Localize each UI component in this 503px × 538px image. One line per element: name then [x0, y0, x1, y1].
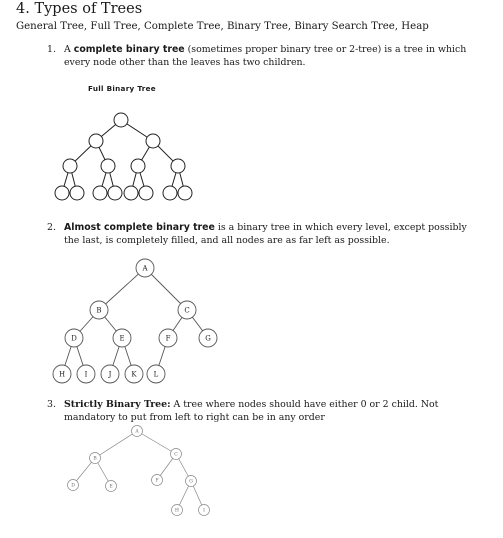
list-item-3	[47, 399, 468, 424]
tree-node	[131, 159, 145, 173]
tree-node	[93, 186, 107, 200]
item-description: (sometimes proper binary tree or 2-tree) is a tree in which every node other than the leaves has two children.	[64, 44, 467, 68]
item-term: complete binary tree	[73, 44, 185, 55]
tree-node-label: F	[165, 334, 171, 343]
item-number: 1.	[47, 44, 56, 55]
tree-node-label: L	[153, 370, 159, 379]
item-term: Almost complete binary tree	[64, 222, 215, 233]
tree-node	[101, 159, 115, 173]
tree-node-label: D	[71, 334, 77, 343]
tree-node	[163, 186, 177, 200]
tree-node	[178, 186, 192, 200]
tree-node	[63, 159, 77, 173]
tree-node-label: K	[131, 370, 137, 379]
tree-node	[124, 186, 138, 200]
tree-node	[55, 186, 69, 200]
tree-node	[171, 159, 185, 173]
tree-node-label: J	[108, 370, 112, 379]
tree-node-label: B	[93, 456, 97, 462]
tree-node-label: G	[205, 334, 211, 343]
tree-node	[139, 186, 153, 200]
tree-node-label: H	[175, 508, 179, 514]
item-lead: A	[64, 44, 74, 55]
tree-types-list: General Tree, Full Tree, Complete Tree, Binary Tree, Binary Search Tree, Heap	[16, 21, 429, 32]
tree-node	[146, 134, 160, 148]
tree-node-label: I	[203, 508, 205, 514]
tree-node-label: G	[189, 479, 193, 485]
tree-node	[114, 113, 128, 127]
item-description: A tree where nodes should have either 0 or 2 child. Not mandatory to put from left to right can be in any order	[64, 399, 439, 423]
tree-node-label: D	[71, 483, 75, 489]
tree-node-label: F	[155, 478, 159, 484]
item-number: 2.	[47, 222, 56, 233]
tree-node-label: I	[84, 370, 88, 379]
tree-node-label: E	[109, 484, 113, 490]
tree-node	[108, 186, 122, 200]
figure-caption: Full Binary Tree	[88, 84, 156, 93]
tree-node-label: C	[174, 452, 178, 458]
tree-edge	[95, 431, 137, 458]
tree-node-label: A	[142, 264, 148, 273]
item-number: 3.	[47, 399, 56, 410]
tree-node-label: B	[96, 306, 102, 315]
tree-node	[89, 134, 103, 148]
tree-edge	[137, 431, 176, 454]
item-description: is a binary tree in which every level, except possibly the last, is completely filled, and all nodes are as far left as possible.	[64, 222, 467, 246]
section-heading: 4. Types of Trees	[16, 1, 143, 17]
tree-node-label: C	[184, 306, 190, 315]
tree-node-label: A	[135, 429, 139, 435]
tree-node-label: E	[119, 334, 125, 343]
tree-node	[70, 186, 84, 200]
item-term: Strictly Binary Tree:	[64, 399, 171, 410]
tree-node-label: H	[58, 370, 66, 379]
list-item-2	[47, 222, 468, 247]
